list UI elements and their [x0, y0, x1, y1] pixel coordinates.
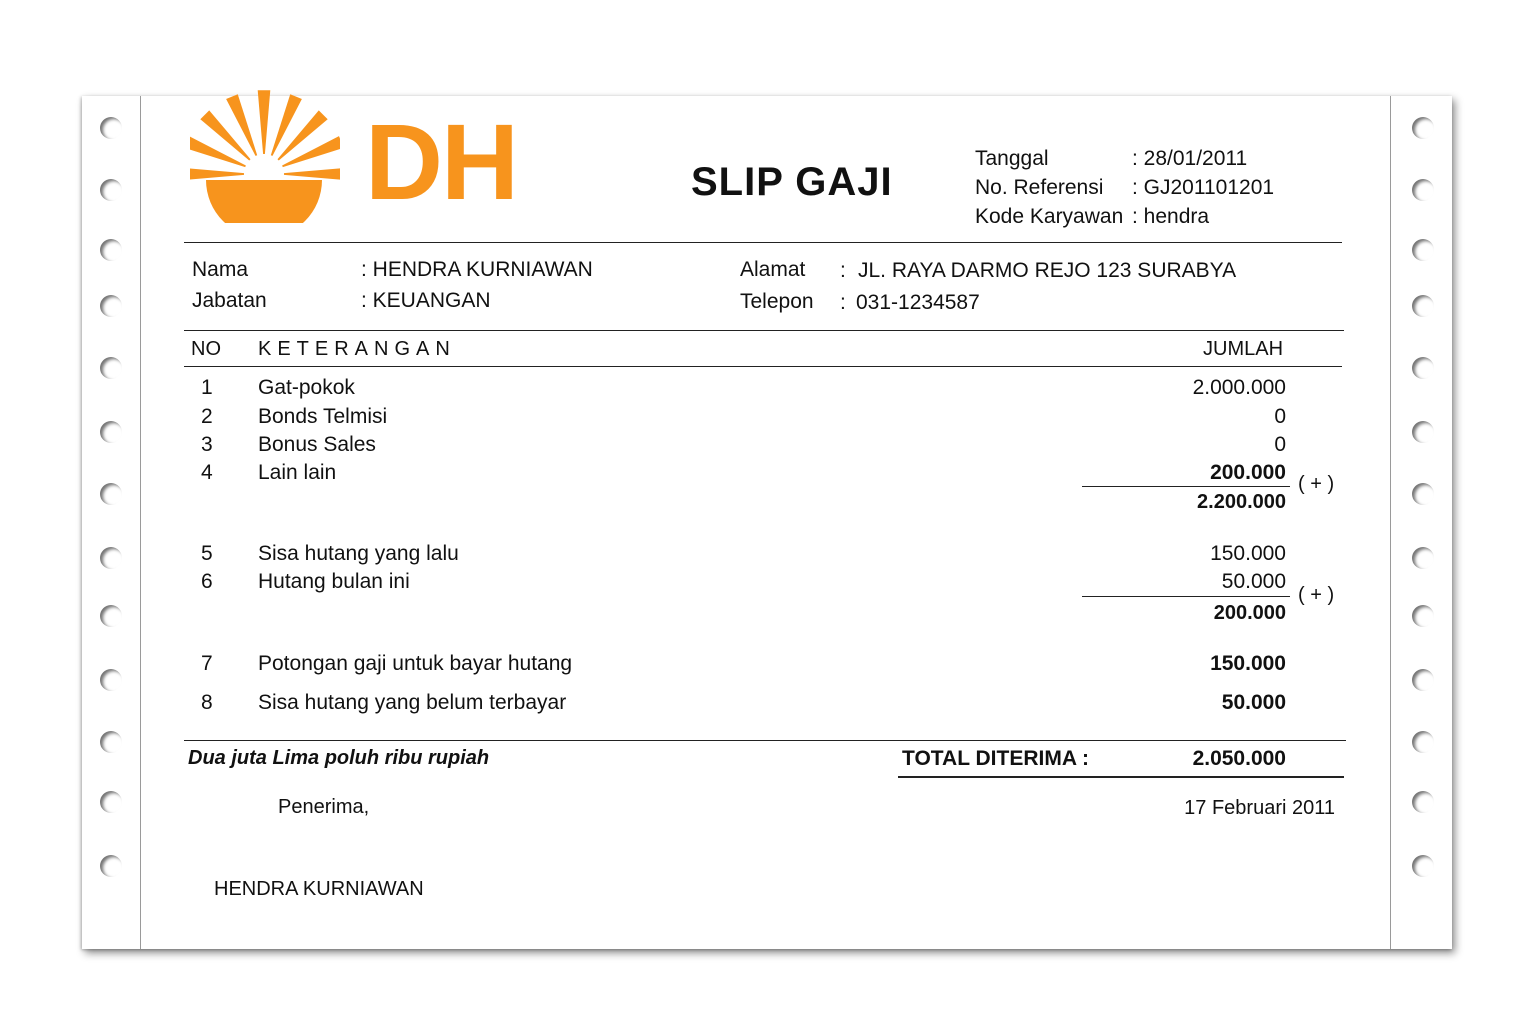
perforation-hole	[1412, 295, 1434, 317]
subtotal-debt: 200.000	[1213, 602, 1286, 624]
row-number: 2	[201, 405, 213, 428]
row-description: Lain lain	[258, 461, 337, 484]
company-logo-sun-icon	[190, 88, 340, 223]
perforation-hole	[100, 295, 122, 317]
row-number: 3	[201, 433, 213, 456]
perforation-hole	[100, 117, 122, 139]
perforation-hole	[1412, 117, 1434, 139]
perforation-hole	[100, 547, 122, 569]
right-perforation-line	[1390, 96, 1391, 949]
perforation-hole	[1412, 179, 1434, 201]
plus-mark: ( + )	[1298, 584, 1335, 606]
row-description: Bonds Telmisi	[258, 405, 388, 428]
header-no: NO	[191, 338, 221, 360]
perforation-hole	[100, 669, 122, 691]
nama-label: Nama	[192, 258, 249, 281]
telepon-value: 031-1234587	[856, 291, 980, 314]
divider	[184, 330, 1344, 331]
row-amount: 200.000	[1210, 461, 1286, 484]
perforation-hole	[1412, 731, 1434, 753]
row-number: 8	[201, 691, 213, 714]
perforation-hole	[100, 855, 122, 877]
page-title: SLIP GAJI	[691, 160, 893, 204]
perforation-hole	[100, 179, 122, 201]
row-amount: 50.000	[1221, 691, 1286, 714]
row-amount: 0	[1274, 405, 1286, 428]
row-amount: 150.000	[1210, 652, 1286, 675]
subtotal-income: 2.200.000	[1197, 491, 1286, 513]
sum-line	[1082, 596, 1290, 597]
signature-date: 17 Februari 2011	[1184, 797, 1335, 819]
telepon-label: Telepon	[740, 290, 814, 313]
perforation-hole	[1412, 605, 1434, 627]
row-description: Hutang bulan ini	[258, 570, 410, 593]
perforation-hole	[100, 483, 122, 505]
perforation-hole	[100, 357, 122, 379]
row-number: 1	[201, 376, 213, 399]
divider	[184, 366, 1342, 367]
alamat-label: Alamat	[740, 258, 806, 281]
referensi-label: No. Referensi	[975, 176, 1104, 199]
divider	[184, 242, 1342, 243]
perforation-hole	[1412, 791, 1434, 813]
tanggal-value: : 28/01/2011	[1132, 147, 1248, 170]
telepon-separator: :	[840, 291, 846, 314]
row-description: Potongan gaji untuk bayar hutang	[258, 652, 573, 675]
header-keterangan: KETERANGAN	[258, 338, 456, 360]
row-amount: 2.000.000	[1192, 376, 1286, 399]
perforation-hole	[1412, 669, 1434, 691]
row-description: Bonus Sales	[258, 433, 376, 456]
row-amount: 50.000	[1221, 570, 1286, 593]
row-description: Sisa hutang yang belum terbayar	[258, 691, 567, 714]
alamat-value: JL. RAYA DARMO REJO 123 SURABYA	[858, 259, 1237, 282]
left-perforation-line	[140, 96, 141, 949]
perforation-hole	[1412, 547, 1434, 569]
recipient-name: HENDRA KURNIAWAN	[214, 878, 424, 900]
nama-value: : HENDRA KURNIAWAN	[361, 258, 593, 281]
perforation-hole	[100, 605, 122, 627]
row-amount: 0	[1274, 433, 1286, 456]
row-description: Gat-pokok	[258, 376, 355, 399]
row-number: 6	[201, 570, 213, 593]
perforation-hole	[1412, 421, 1434, 443]
jabatan-value: : KEUANGAN	[361, 289, 491, 312]
row-number: 4	[201, 461, 213, 484]
row-description: Sisa hutang yang lalu	[258, 542, 459, 565]
perforation-hole	[1412, 855, 1434, 877]
sum-line	[1082, 486, 1290, 487]
perforation-hole	[100, 239, 122, 261]
row-number: 5	[201, 542, 213, 565]
perforation-hole	[100, 421, 122, 443]
perforation-hole	[1412, 239, 1434, 261]
kode-karyawan-label: Kode Karyawan	[975, 205, 1124, 228]
penerima-label: Penerima,	[278, 796, 370, 818]
alamat-separator: :	[840, 259, 846, 282]
header-jumlah: JUMLAH	[1203, 338, 1284, 360]
kode-karyawan-value: : hendra	[1132, 205, 1210, 228]
company-logo-text: DH	[365, 101, 517, 222]
row-number: 7	[201, 652, 213, 675]
total-underline	[898, 776, 1344, 778]
amount-in-words: Dua juta Lima poluh ribu rupiah	[188, 747, 490, 769]
total-label: TOTAL DITERIMA :	[902, 747, 1090, 770]
jabatan-label: Jabatan	[192, 289, 267, 312]
row-amount: 150.000	[1210, 542, 1286, 565]
total-value: 2.050.000	[1192, 747, 1286, 770]
referensi-value: : GJ201101201	[1132, 176, 1275, 199]
divider	[184, 740, 1346, 741]
perforation-hole	[100, 791, 122, 813]
perforation-hole	[1412, 483, 1434, 505]
plus-mark: ( + )	[1298, 473, 1335, 495]
payslip-paper	[82, 96, 1452, 949]
tanggal-label: Tanggal	[975, 147, 1049, 170]
perforation-hole	[100, 731, 122, 753]
perforation-hole	[1412, 357, 1434, 379]
